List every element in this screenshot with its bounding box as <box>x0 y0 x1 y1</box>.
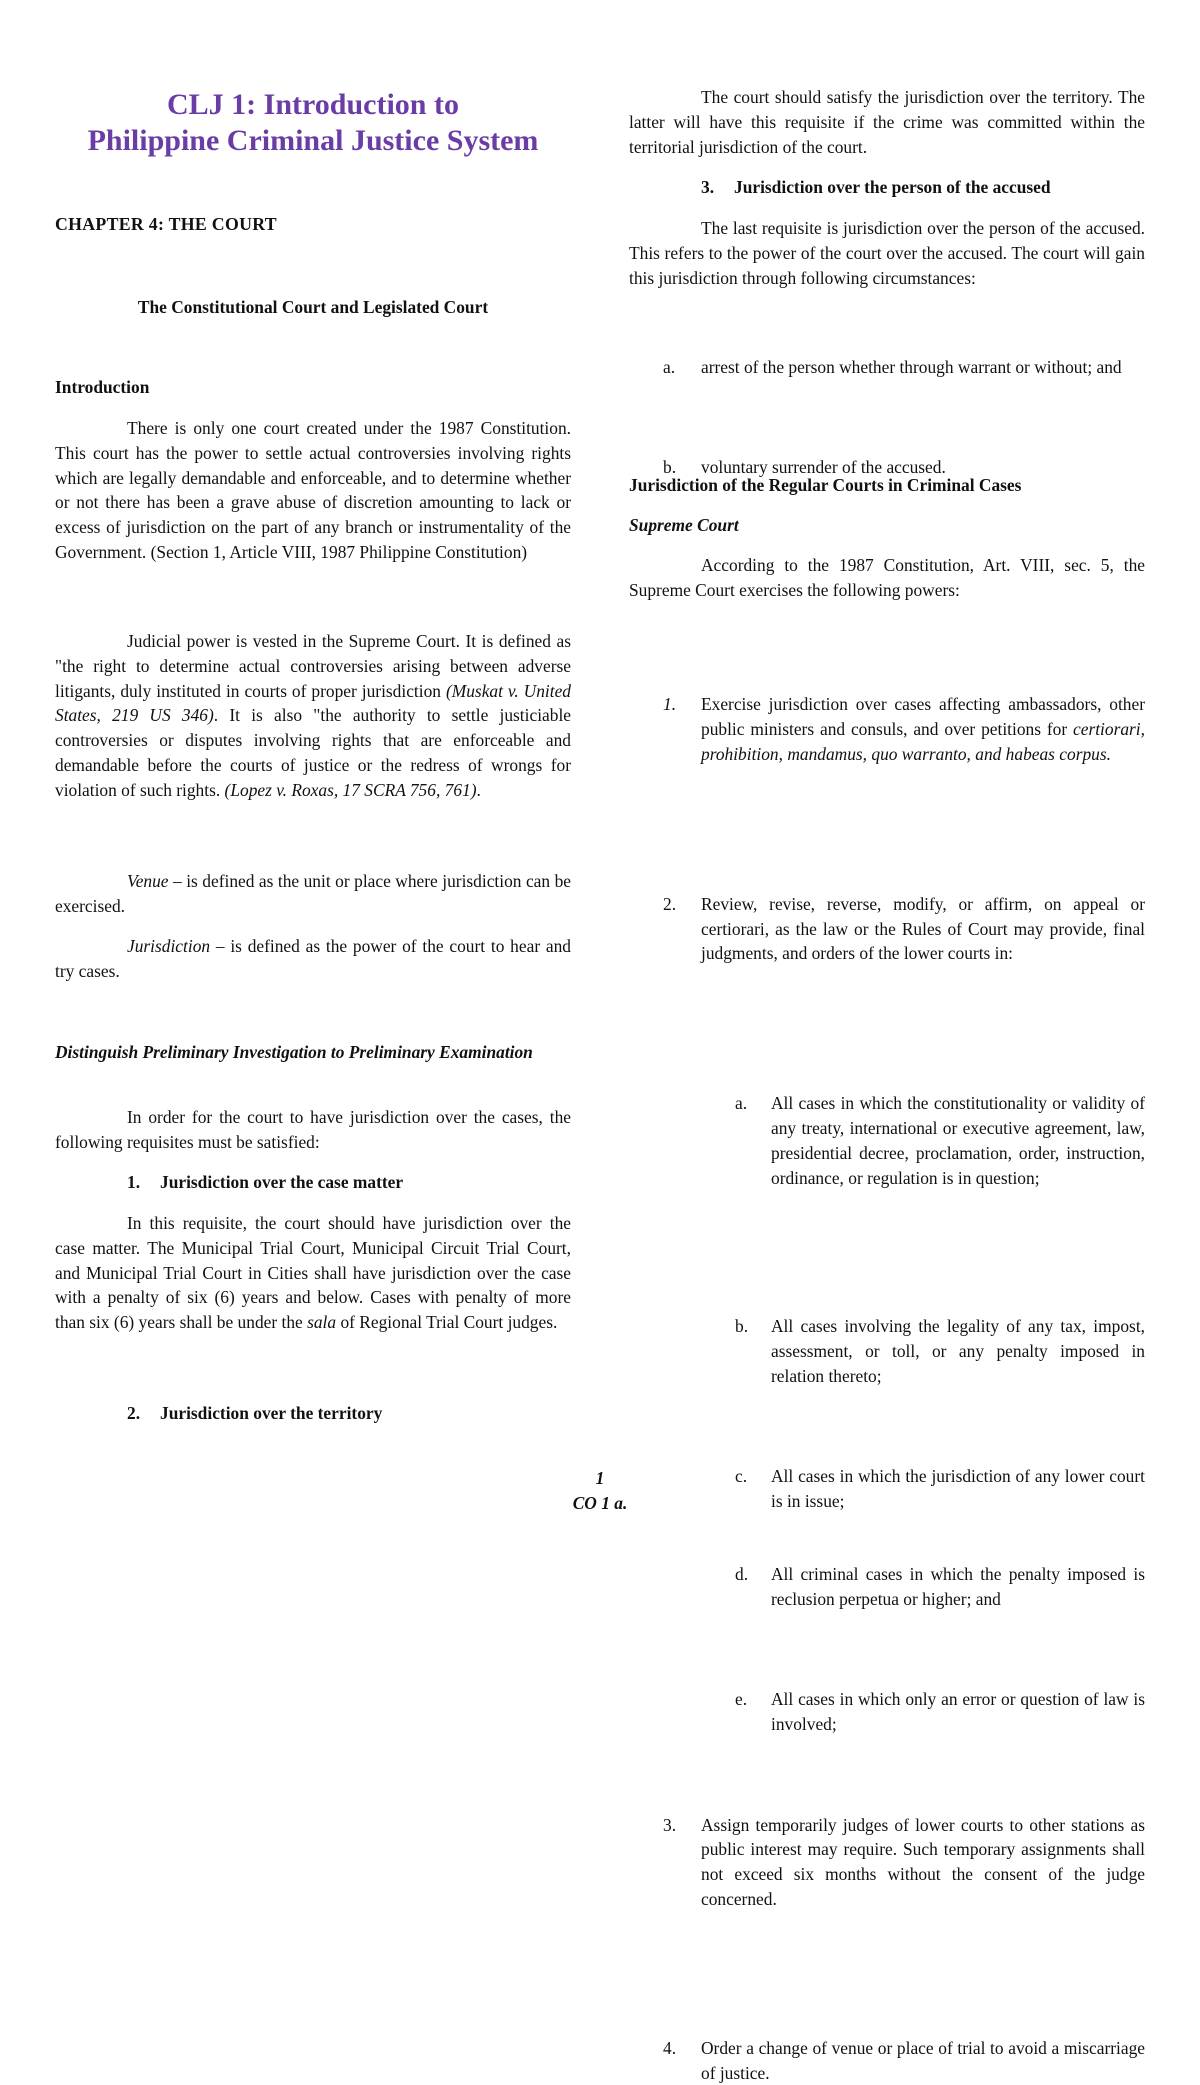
requisite-3-number: 3. <box>701 177 715 197</box>
sub-list-item <box>629 1314 1145 1388</box>
requisite-2-title: Jurisdiction over the territory <box>160 1402 383 1423</box>
list-marker: d. <box>735 1564 749 1585</box>
citation-lopez: (Lopez v. Roxas, 17 SCRA 756, 761) <box>224 779 477 800</box>
sub-item-text: All cases in which the jurisdiction of any lower court is in issue; <box>771 1465 1145 1511</box>
requisite-3-title: Jurisdiction over the person of the accused <box>734 177 1051 197</box>
sub-list-item <box>629 1562 1145 1612</box>
right-column <box>629 0 1145 2083</box>
section-title: The Constitutional Court and Legislated Court <box>137 297 489 317</box>
sub-item-text: All criminal cases in which the penalty imposed is reclusion perpetua or higher; and <box>771 1564 1145 1610</box>
list-marker: 4. <box>663 2037 677 2058</box>
venue-definition <box>55 869 571 919</box>
sub-list-item <box>629 1091 1145 1190</box>
list-marker: 1. <box>663 694 677 715</box>
requisite-1-heading <box>55 1170 571 1195</box>
intro-p2-text-a: Judicial power is vested in the Supreme Court. It is defined as "the right to determine actual controversies arising between adverse litigants, duly instituted in courts of proper jurisdiction <box>55 631 571 701</box>
requisite-1-number: 1. <box>127 1172 141 1192</box>
list-item <box>629 355 1145 380</box>
writs-list: certiorari, prohibition, mandamus, quo warranto, and habeas corpus. <box>701 719 1145 764</box>
jurisdiction-term: Jurisdiction <box>127 936 211 956</box>
list-marker: e. <box>735 1688 748 1709</box>
power-item-1 <box>629 692 1145 766</box>
list-marker: 2. <box>663 893 677 914</box>
power-4-text: Order a change of venue or place of trial to avoid a miscarriage of justice. <box>701 2037 1145 2083</box>
list-marker: 3. <box>663 1814 677 1835</box>
power-2-text: Review, revise, reverse, modify, or affirm, on appeal or certiorari, as the law or the Rules of Court may provide, final judgments, and orders of the lower courts in: <box>701 893 1145 964</box>
title-line-2: Philippine Criminal Justice System <box>87 124 539 157</box>
list-item-text: arrest of the person whether through warrant or without; and <box>701 356 1122 377</box>
jurisdiction-def-text: – is defined as the power of the court to hear and try cases. <box>55 936 571 981</box>
intro-p2-text-c: . <box>476 779 481 800</box>
power-item-2 <box>629 892 1145 966</box>
list-marker: a. <box>663 356 676 377</box>
intro-paragraph-1: There is only one court created under the 1987 Constitution. This court has the power to settle actual controversies involving rights which are legally demandable and enforceable, and to determine whether or not there has been a grave abuse of discretion amounting to lack or excess of jurisdiction on the part of any branch or instrumentality of the Government. (Section 1, Article VIII, 1987 Philippine Constitution) <box>55 418 571 562</box>
intro-heading: Introduction <box>55 377 150 397</box>
requisite-3-heading <box>629 175 1145 200</box>
requisite-3-text: The last requisite is jurisdiction over the person of the accused. This refers to the power of the court over the accused. The court will gain this jurisdiction through following circumstances: <box>629 218 1145 288</box>
page-number: 1 <box>595 1468 605 1488</box>
list-marker: a. <box>735 1093 748 1114</box>
venue-def-text: – is defined as the unit or place where jurisdiction can be exercised. <box>55 871 571 916</box>
requisite-2-text: The court should satisfy the jurisdiction over the territory. The latter will have this requisite if the crime was committed within the territorial jurisdiction of the court. <box>629 87 1145 157</box>
title-line-1: CLJ 1: Introduction to <box>167 88 459 121</box>
intro-p2-text-b: . It is also "the authority to settle justiciable controversies or disputes involving rights that are enforceable and demandable before the courts of justice or the redress of wrongs for violation of such rights. <box>55 705 571 800</box>
power-item-4 <box>629 2036 1145 2085</box>
chapter-heading: CHAPTER 4: THE COURT <box>55 214 277 234</box>
citation-muskat: (Muskat v. United States, 219 US 346) <box>55 680 571 726</box>
document-title <box>55 87 571 159</box>
intro-paragraph-2 <box>55 629 571 803</box>
requisite-1-text-b: of Regional Trial Court judges. <box>336 1312 558 1333</box>
requisite-1-title: Jurisdiction over the case matter <box>160 1172 404 1192</box>
requisite-2-heading <box>55 1401 571 1426</box>
footer-code: CO 1 a. <box>572 1493 628 1513</box>
requisite-1-text-a: In this requisite, the court should have jurisdiction over the case matter. The Municipal Trial Court, Municipal Circuit Trial Court, and Municipal Trial Court in Cities shall have jurisdiction over the case with a penalty of six (6) years and below. Cases with penalty of more than six (6) years shall be under the <box>55 1213 571 1333</box>
power-3-text: Assign temporarily judges of lower courts to other stations as public interest may require. Such temporary assignments shall not exceed six months without the consent of the judge concerned. <box>701 1814 1145 1909</box>
list-marker: c. <box>735 1465 748 1486</box>
sub-item-text: All cases involving the legality of any tax, impost, assessment, or toll, or any penalty imposed in relation thereto; <box>771 1316 1145 1386</box>
requisite-2-number: 2. <box>127 1402 141 1423</box>
power-1-text: Exercise jurisdiction over cases affecting ambassadors, other public ministers and consuls, and over petitions for <box>701 694 1145 740</box>
power-item-3 <box>629 1813 1145 1912</box>
venue-term: Venue <box>127 871 169 891</box>
sub-list-item <box>629 1687 1145 1737</box>
supreme-court-subheading: Supreme Court <box>629 515 739 535</box>
supreme-court-intro: According to the 1987 Constitution, Art. VIII, sec. 5, the Supreme Court exercises the following powers: <box>629 555 1145 600</box>
sala-term: sala <box>307 1312 337 1333</box>
regular-courts-heading: Jurisdiction of the Regular Courts in Criminal Cases <box>629 475 1022 495</box>
requisite-1-text <box>55 1211 571 1335</box>
list-marker: b. <box>663 456 677 477</box>
list-item-text: voluntary surrender of the accused. <box>701 456 946 477</box>
list-marker: b. <box>735 1316 749 1337</box>
sub-item-text: All cases in which the constitutionality or validity of any treaty, international or executive agreement, law, presidential decree, proclamation, order, instruction, ordinance, or regulation is in question; <box>771 1093 1145 1188</box>
distinguish-heading: Distinguish Preliminary Investigation to Preliminary Examination <box>55 1042 533 1062</box>
jurisdiction-definition <box>55 934 571 984</box>
sub-item-text: All cases in which only an error or question of law is involved; <box>771 1688 1145 1734</box>
requisites-intro: In order for the court to have jurisdiction over the cases, the following requisites must be satisfied: <box>55 1107 571 1152</box>
